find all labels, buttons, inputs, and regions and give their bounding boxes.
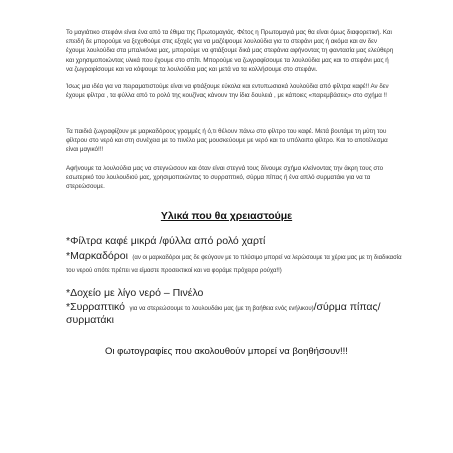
material-filters: *Φίλτρα καφέ μικρά /φύλλα από ρολό χαρτί <box>66 235 266 247</box>
materials-heading: Υλικά που θα χρειαστούμε <box>160 210 293 222</box>
footer-note: Οι φωτογραφίες που ακολουθούν μπορεί να βοηθήσουν!!! <box>105 346 348 357</box>
paragraph-intro: Το μαγιάτικο στεφάνι είναι ένα από τα έθιμα της Πρωτομαγιάς. Φέτος η Πρωτομαγιά μας θα είναι όμως διαφορετική. Και επειδή δε μπορούμε να ξεχυθούμε στις εξοχές για να μαζέψουμε λουλούδια για το στεφάνι μας ή ακόμα και αν δεν έχουμε λουλούδια στα μπαλκόνια μας, μπορούμε να φτιάξουμε δικά μας στεφάνια αφήνοντας τη φαντασία μας ελεύθερη και χρησιμοποιώντας υλικά που έχουμε στο σπίτι. Μπορούμε να ζωγραφίσουμε τα λουλούδια μας και το στεφάνι μας ή να ζωγραφίσουμε και να κόψουμε τα λουλούδια μας και μετά να τα κολλήσουμε στο στεφάνι. <box>66 29 394 73</box>
material-water: *Δοχείο με λίγο νερό – Πινέλο <box>66 287 204 299</box>
material-markers: *Μαρκαδόροι (αν οι μαρκαδόροι μας δε φεύγουν με το πλύσιμο μπορεί να λερώσουμε τα χέρια μας με τη διαδικασία του νερού οπότε πρέπει να είμαστε προσεκτικοί και να φοράμε πρόχειρα ρούχα!!) <box>66 250 402 274</box>
paragraph-finish: Αφήνουμε τα λουλούδια μας να στεγνώσουν και όταν είναι στεγνά τους δίνουμε σχήμα κλείνοντας την άκρη τους στο εσωτερικό του λουλουδιού μας, χρησιμοποιώντας το συρραπτικό, σύρμα πίπας ή ένα απλό συρματάκι για να τα στερεώσουμε. <box>66 165 384 191</box>
paragraph-instructions: Τα παιδιά ζωγραφίζουν με μαρκαδόρους γραμμές ή ό,τι θέλουν πάνω στο φίλτρο του καφέ. Μετά βουτάμε τη μύτη του φίλτρου στο νερό και στη συνέχεια με το πινέλο μας μουσκεύουμε με νερό και το υπόλοιπο φίλτρο. Και το αποτέλεσμα είναι μαγικό!!! <box>66 128 388 154</box>
material-stapler: *Συρραπτικό για να στερεώσουμε το λουλουδάκι μας (με τη βοήθεια ενός ενήλικου)/σύρμα πίπας/συρματάκι <box>66 301 381 326</box>
paragraph-idea: Ίσως μια ιδέα για να πειραματιστούμε είναι να φτιάξουμε εύκολα και εντυπωσιακά λουλούδια από φίλτρα καφέ!! Αν δεν έχουμε φίλτρα , τα φύλλα από το ρολό της κουζίνας κάνουν την ίδια δουλειά , με κάποιες «παρεμβάσεις» στο σχήμα !! <box>66 83 389 100</box>
